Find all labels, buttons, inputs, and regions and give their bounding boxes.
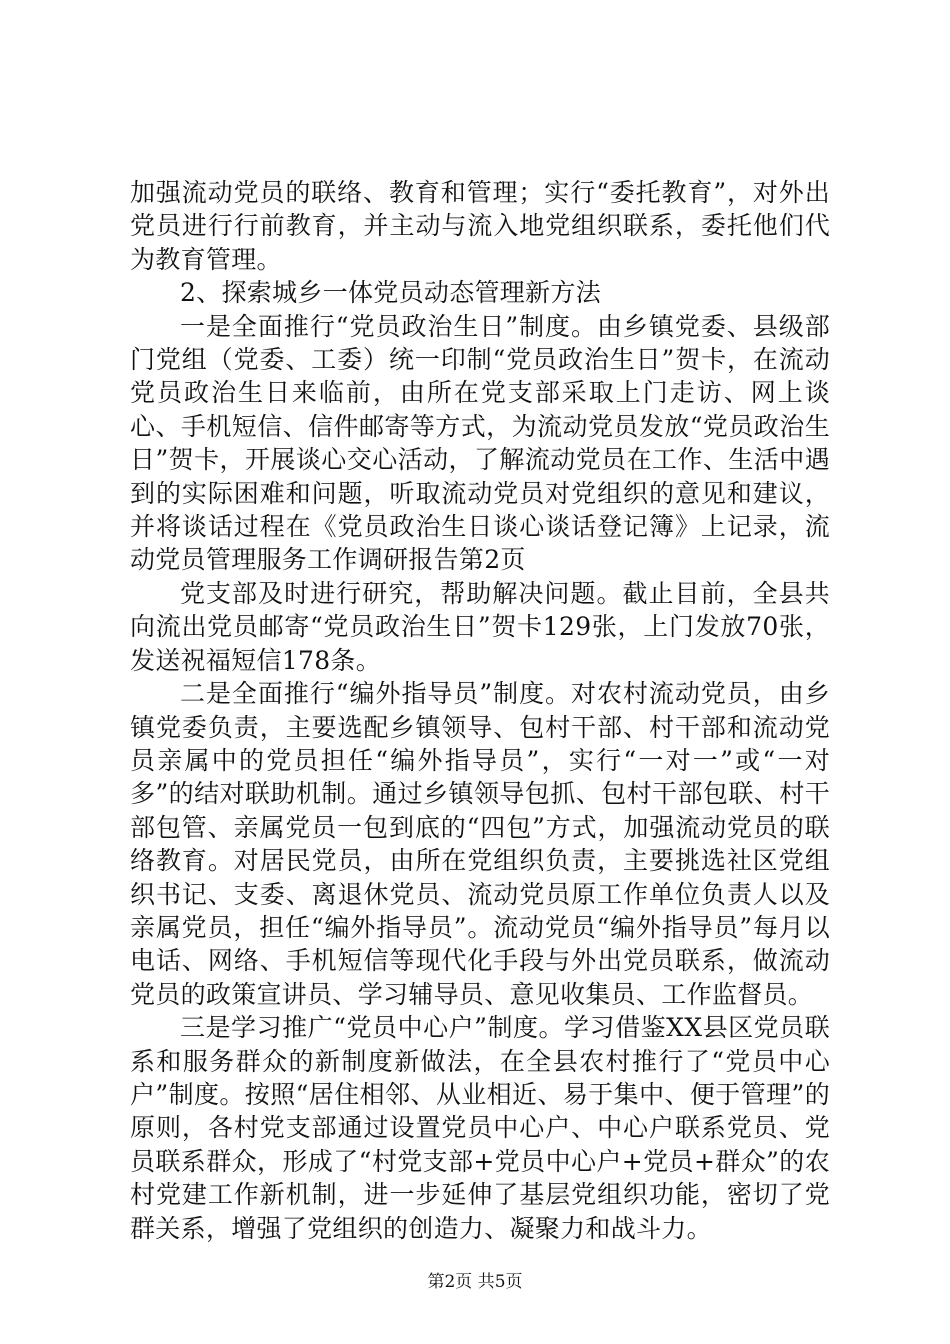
page-footer: 第2页 共5页 bbox=[427, 1272, 523, 1292]
paragraph-statistics: 党支部及时进行研究，帮助解决问题。截止目前，全县共向流出党员邮寄“党员政治生日”贺卡129张，上门发放70张，发送祝福短信178条。 bbox=[130, 578, 830, 675]
paragraph-political-birthday: 一是全面推行“党员政治生日”制度。由乡镇党委、县级部门党组（党委、工委）统一印制“党员政治生日”贺卡，在流动党员政治生日来临前，由所在党支部采取上门走访、网上谈心、手机短信、信件邮寄等方式，为流动党员发放“党员政治生日”贺卡，开展谈心交心活动，了解流动党员在工作、生活中遇到的实际困难和问题，听取流动党员对党组织的意见和建议，并将谈话过程在《党员政治生日谈心谈话登记簿》上记录，流动党员管理服务工作调研报告第2页 bbox=[130, 311, 830, 575]
document-body bbox=[130, 176, 830, 1245]
paragraph-instructor-system: 二是全面推行“编外指导员”制度。对农村流动党员，由乡镇党委负责，主要选配乡镇领导、包村干部、村干部和流动党员亲属中的党员担任“编外指导员”，实行“一对一”或“一对多”的结对联助机制。通过乡镇领导包抓、包村干部包联、村干部包管、亲属党员一包到底的“四包”方式，加强流动党员的联络教育。对居民党员，由所在党组织负责，主要挑选社区党组织书记、支委、离退休党员、流动党员原工作单位负责人以及亲属党员，担任“编外指导员”。流动党员“编外指导员”每月以电话、网络、手机短信等现代化手段与外出党员联系，做流动党员的政策宣讲员、学习辅导员、意见收集员、工作监督员。 bbox=[130, 679, 830, 1009]
section-heading: 2、探索城乡一体党员动态管理新方法 bbox=[180, 278, 602, 308]
paragraph-continuation: 加强流动党员的联络、教育和管理；实行“委托教育”，对外出党员进行行前教育，并主动与流入地党组织联系，委托他们代为教育管理。 bbox=[130, 178, 830, 274]
paragraph-center-household: 三是学习推广“党员中心户”制度。学习借鉴XX县区党员联系和服务群众的新制度新做法，在全县农村推行了“党员中心户”制度。按照“居住相邻、从业相近、易于集中、便于管理”的原则，各村党支部通过设置党员中心户、中心户联系党员、党员联系群众，形成了“村党支部+党员中心户+党员+群众”的农村党建工作新机制，进一步延伸了基层党组织功能，密切了党群关系，增强了党组织的创造力、凝聚力和战斗力。 bbox=[130, 1013, 830, 1243]
